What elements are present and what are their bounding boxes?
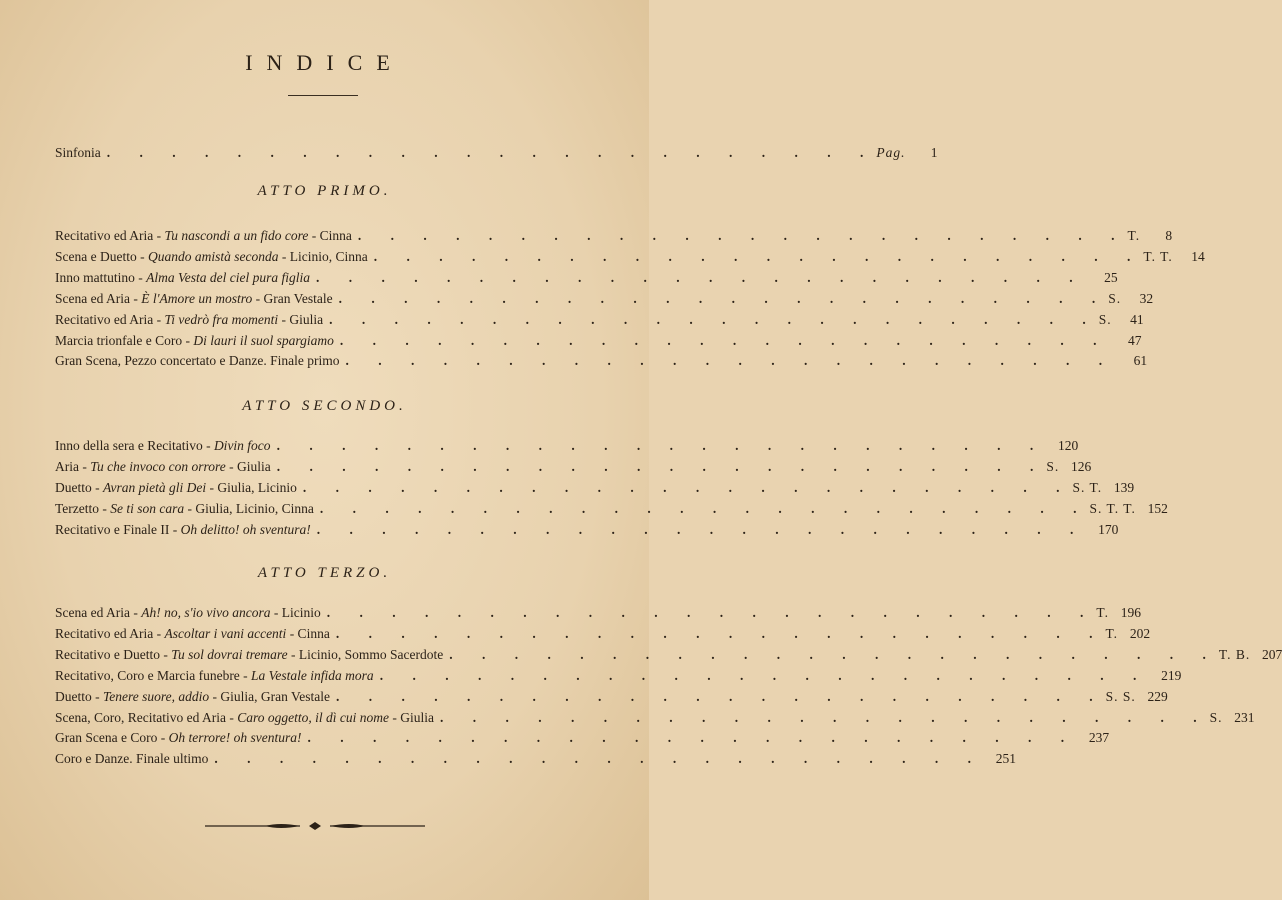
leader-dots: . . . . . . . . . . . . . . . . . . . . . . . . — [307, 730, 1078, 746]
page-title: INDICE — [245, 50, 404, 75]
entry-incipit: Avran pietà gli Dei — [103, 479, 207, 495]
voice-parts: S. — [1209, 709, 1223, 725]
entry-incipit: La Vestale infida mora — [251, 667, 374, 683]
index-entry — [55, 228, 1173, 248]
entry-description — [55, 353, 340, 369]
entry-incipit: Ti vedrò fra momenti — [164, 311, 279, 327]
page-number: 170 — [1098, 521, 1119, 537]
index-entry — [55, 625, 1151, 646]
page-number: 152 — [1147, 500, 1168, 516]
voice-parts: S. S. — [1105, 688, 1136, 704]
entry-description — [55, 710, 434, 726]
index-entry — [55, 290, 1154, 311]
entry-type: Scena, Coro, Recitativo ed Aria - — [55, 709, 238, 725]
entry-description: Sinfonia — [55, 145, 101, 160]
entry-description — [55, 270, 310, 286]
page-number: 126 — [1070, 458, 1092, 474]
entry-incipit: Tu nascondi a un fido core — [164, 228, 309, 243]
page-number: 251 — [995, 751, 1016, 767]
entry-description — [55, 501, 314, 517]
section-heading: ATTO TERZO. — [257, 565, 392, 581]
entry-incipit: Oh terrore! oh sventura! — [168, 730, 302, 746]
entry-type: Recitativo ed Aria - — [55, 228, 165, 243]
leader-dots: . . . . . . . . . . . . . . . . . . . . . . . . — [357, 228, 1128, 243]
entry-type: Duetto - — [55, 479, 103, 495]
leader-dots: . . . . . . . . . . . . . . . . . . . . . . . . — [335, 688, 1106, 704]
title-divider — [288, 95, 358, 96]
leader-dots: . . . . . . . . . . . . . . . . . . . . . . . . — [338, 290, 1109, 306]
entry-type: Gran Scena e Coro - — [55, 730, 169, 746]
page-number: 61 — [1133, 353, 1148, 369]
leader-dots: . . . . . . . . . . . . . . . . . . . . . . . . — [329, 311, 1099, 327]
index-entry — [55, 646, 1282, 667]
entry-description — [55, 730, 301, 746]
entry-type: Duetto - — [55, 688, 103, 704]
index-entry — [55, 248, 1205, 269]
index-entry — [55, 709, 1255, 730]
leader-dots: . . . . . . . . . . . . . . . . . . . . . . . . — [339, 332, 1110, 348]
page-number: 139 — [1113, 479, 1135, 495]
entry-type: Recitativo e Finale II - — [55, 521, 181, 537]
entry-type: Scena e Duetto - — [55, 248, 148, 264]
page-number: 1 — [930, 145, 938, 160]
index-entry — [55, 438, 1079, 458]
entry-incipit: Ah! no, s'io vivo ancora — [141, 605, 271, 620]
entry-characters: - Giulia — [278, 311, 324, 327]
leader-dots: . . . . . . . . . . . . . . . . . . . . . . . . — [106, 145, 877, 160]
leader-dots: . . . . . . . . . . . . . . . . . . . . . . . . — [302, 479, 1073, 495]
entry-type: Inno mattutino - — [55, 269, 147, 285]
index-entry — [55, 521, 1119, 542]
entry-characters: - Giulia — [225, 458, 271, 474]
page-number: 196 — [1120, 605, 1141, 620]
index-entry — [55, 332, 1142, 353]
page-number: 237 — [1088, 730, 1110, 746]
voice-parts: S. — [1098, 311, 1112, 327]
leader-dots: . . . . . . . . . . . . . . . . . . . . . . . . — [276, 438, 1047, 453]
pag-label: Pag. — [876, 145, 906, 160]
index-entry — [55, 688, 1168, 709]
entry-characters: - Giulia, Licinio, Cinna — [184, 500, 314, 516]
voice-parts: S. — [1108, 290, 1122, 306]
leader-dots: . . . . . . . . . . . . . . . . . . . . . . . . — [449, 646, 1219, 662]
entry-description — [55, 668, 374, 684]
entry-type: Recitativo, Coro e Marcia funebre - — [55, 667, 252, 683]
voice-parts: S. T. T. — [1089, 500, 1136, 516]
page-number: 47 — [1127, 332, 1142, 348]
leader-dots: . . . . . . . . . . . . . . . . . . . . . . . . — [335, 625, 1106, 641]
entry-description — [55, 249, 368, 265]
entry-type: Coro e Danze. Finale ultimo — [55, 751, 209, 767]
leader-dots: . . . . . . . . . . . . . . . . . . . . . . . . — [315, 269, 1086, 285]
entry-type: Scena ed Aria - — [55, 605, 142, 620]
page-number: 25 — [1104, 269, 1118, 285]
page-number: 219 — [1161, 667, 1182, 683]
leader-dots: . . . . . . . . . . . . . . . . . . . . . . . . — [345, 353, 1116, 369]
entry-incipit: Oh delitto! oh sventura! — [180, 521, 311, 537]
entry-type: Recitativo ed Aria - — [55, 625, 165, 641]
page-number: 229 — [1147, 688, 1168, 704]
entry-characters: - Gran Vestale — [252, 290, 333, 306]
entry-characters: - Giulia — [388, 709, 434, 725]
page-number: 231 — [1234, 709, 1255, 725]
index-entry — [55, 730, 1110, 750]
entry-description — [55, 626, 330, 642]
entry-incipit: Ascoltar i vani accenti — [164, 625, 287, 641]
entry-incipit: Di lauri il suol spargiamo — [193, 332, 334, 348]
index-entry — [55, 500, 1168, 521]
index-entry — [55, 605, 1141, 625]
entry-type: Recitativo e Duetto - — [55, 646, 172, 662]
entry-incipit: Alma Vesta del ciel pura figlia — [146, 269, 310, 285]
entry-description — [55, 228, 352, 244]
entry-characters: - Licinio, Sommo Sacerdote — [287, 646, 444, 662]
leader-dots: . . . . . . . . . . . . . . . . . . . . . . . . — [326, 605, 1097, 620]
entry-type: Recitativo ed Aria - — [55, 311, 165, 327]
entry-incipit: Tu che invoco con orrore — [90, 458, 226, 474]
index-entry — [55, 353, 1148, 373]
index-entry — [55, 667, 1182, 688]
entry-sinfonia — [55, 145, 938, 165]
entry-characters: - Licinio — [270, 605, 321, 620]
voice-parts: S. — [1046, 458, 1060, 474]
entry-characters: - Cinna — [308, 228, 352, 243]
entry-description — [55, 291, 333, 307]
leader-dots: . . . . . . . . . . . . . . . . . . . . . . . . — [214, 751, 984, 767]
leader-dots: . . . . . . . . . . . . . . . . . . . . . . . . — [439, 709, 1210, 725]
page-number: 202 — [1129, 625, 1151, 641]
entry-incipit: Caro oggetto, il dì cui nome — [237, 709, 389, 725]
leader-dots: . . . . . . . . . . . . . . . . . . . . . . . . — [316, 521, 1087, 537]
entry-description — [55, 459, 271, 475]
voice-parts: T. T. — [1143, 248, 1173, 264]
entry-incipit: Tenere suore, addio — [103, 688, 210, 704]
entry-type: Terzetto - — [55, 500, 111, 516]
entry-description — [55, 647, 443, 663]
entry-type: Scena ed Aria - — [55, 290, 142, 306]
entry-characters: - Cinna — [286, 625, 330, 641]
entry-incipit: È l'Amore un mostro — [141, 290, 253, 306]
section-heading: ATTO PRIMO. — [257, 183, 392, 199]
index-entry — [55, 311, 1144, 332]
page-number: 120 — [1057, 438, 1079, 453]
index-entry — [55, 479, 1135, 500]
page-number: 8 — [1165, 228, 1173, 243]
entry-description — [55, 438, 271, 454]
entry-incipit: Tu sol dovrai tremare — [171, 646, 288, 662]
index-entry — [55, 458, 1092, 479]
entry-type: Gran Scena, Pezzo concertato e Danze. Finale primo — [55, 353, 340, 369]
entry-description — [55, 480, 297, 496]
entry-description — [55, 522, 311, 538]
entry-type: Marcia trionfale e Coro - — [55, 332, 194, 348]
leader-dots: . . . . . . . . . . . . . . . . . . . . . . . . — [276, 458, 1047, 474]
page-number: 41 — [1130, 311, 1144, 327]
entry-characters: - Giulia, Licinio — [206, 479, 297, 495]
entry-incipit: Quando amistà seconda — [147, 248, 279, 264]
index-entry — [55, 751, 1016, 771]
entry-description — [55, 605, 321, 621]
voice-parts: T. — [1127, 228, 1141, 243]
voice-parts: T. — [1105, 625, 1119, 641]
entry-characters: - Licinio, Cinna — [278, 248, 368, 264]
entry-description — [55, 333, 334, 349]
leader-dots: . . . . . . . . . . . . . . . . . . . . . . . . — [379, 667, 1150, 683]
page-number: 32 — [1139, 290, 1154, 306]
voice-parts: T. B. — [1218, 646, 1251, 662]
leader-dots: . . . . . . . . . . . . . . . . . . . . . . . . — [319, 500, 1090, 516]
closing-ornament — [205, 820, 425, 832]
index-entry — [55, 269, 1118, 290]
entry-description — [55, 751, 208, 767]
voice-parts: T. — [1096, 605, 1109, 620]
entry-description — [55, 312, 323, 328]
voice-parts: S. T. — [1072, 479, 1103, 495]
entry-incipit: Se ti son cara — [110, 500, 185, 516]
entry-characters: - Giulia, Gran Vestale — [209, 688, 330, 704]
page-number: 207 — [1261, 646, 1282, 662]
entry-incipit: Divin foco — [213, 438, 271, 453]
leader-dots: . . . . . . . . . . . . . . . . . . . . . . . . — [373, 248, 1144, 264]
entry-type: Aria - — [55, 458, 91, 474]
entry-type: Inno della sera e Recitativo - — [55, 438, 214, 453]
section-heading: ATTO SECONDO. — [242, 398, 407, 414]
page-number: 14 — [1191, 248, 1205, 264]
entry-description — [55, 689, 330, 705]
